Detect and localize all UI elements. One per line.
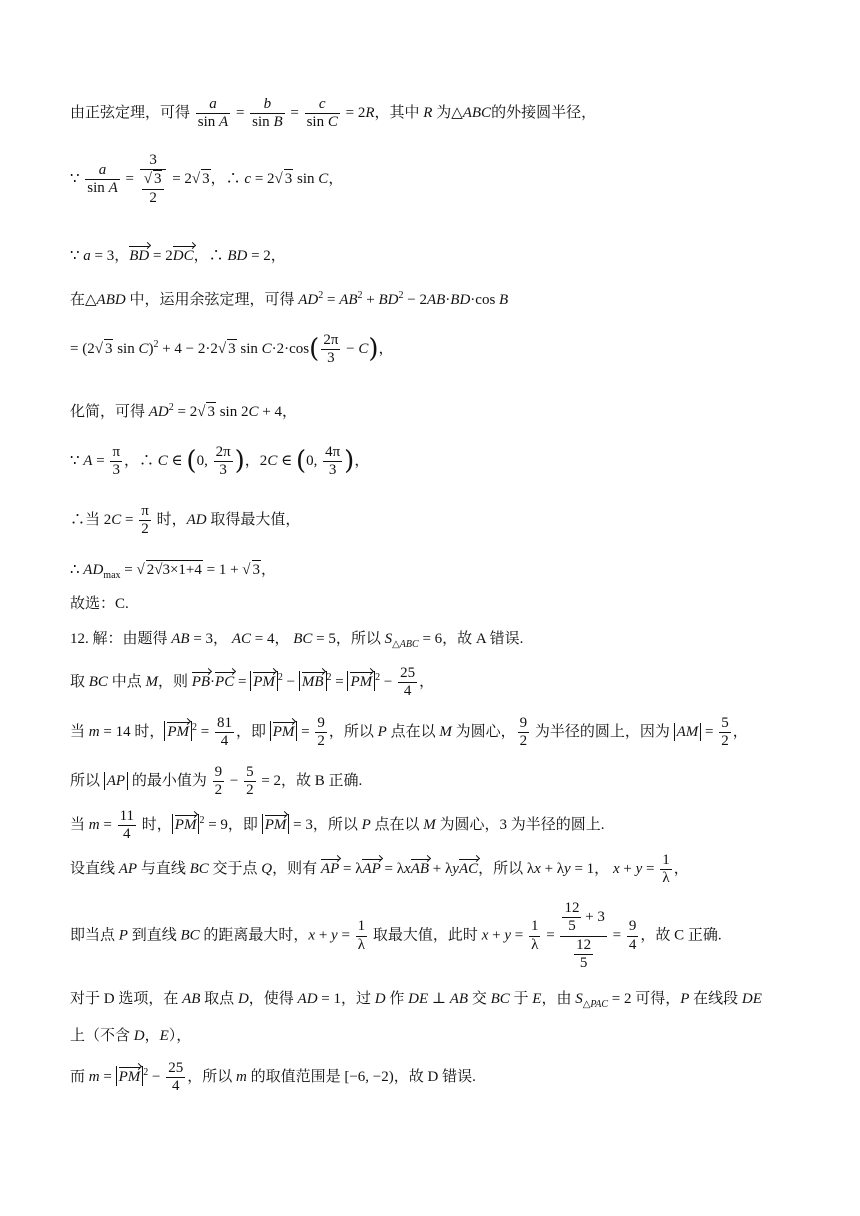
line-14: 所以 AP 的最小值为 $\frac{9}{2}$ − $\frac{5}{2}$ = 2，故 B 正确. xyxy=(70,764,363,799)
line-2: ∵ $\frac{a}{\text{sin A}}$ = $\frac{3}{\frac{√ 3}{2}}$ = 2√ 3，∴ c = 2√ 3 sin C， xyxy=(70,152,344,206)
line-16: 设直线 AP 与直线 BC 交于点 Q，则有 AP = λAP = λxAB + λyAC，所以 λx + λy = 1， x + y = $\frac{1}{\lambda}$ ， xyxy=(70,852,689,887)
line-9: ∴ $AD_{max}$ = √ 2√3×1+4 = 1 + √ 3， xyxy=(70,562,277,581)
line-4: 在△ABD 中，运用余弦定理，可得 $AD^2 = AB^2 + BD^2 - 2AB\cdot BD\cdot\cos$ B xyxy=(70,290,509,308)
line-7: ∵ A = $\frac{\pi}{3}$ ，∴ C ∈ (0, $\frac{2\pi}{3}$ )，2C ∈ (0, $\frac{4\pi}{3}$ )， xyxy=(70,444,370,479)
line-1: 由正弦定理，可得 $\frac{a}{\text{sin A}}$ = $\frac{b}{\text{sin B}}$ = $\frac{c}{\text{sin C}}$ = 2R，其中 R 为△ABC的外接圆半径， xyxy=(70,96,597,131)
line-11: 12. 解：由题得 AB = 3， AC = 4， BC = 5，所以 $S_{\triangle ABC} = 6$，故 A 错误. xyxy=(70,631,524,650)
line-12: 取 BC 中点 M，则 PB·PC = PM $^2$ − MB $^2$ = PM $^2$ − $\frac{25}{4}$ ， xyxy=(70,665,435,700)
line-18: 对于 D 选项，在 AB 取点 D，使得 AD = 1，过 D 作 DE ⊥ AB 交 BC 于 E，由 $S_{\triangle PAC} = 2$ 可得，P 在线段 DE xyxy=(70,991,762,1010)
line-20: 而 m = PM $^2$ − $\frac{25}{4}$ ，所以 m 的取值范围是 [−6, −2)，故 D 错误. xyxy=(70,1060,476,1095)
line-3: ∵ a = 3，BD = 2DC，∴ BD = 2， xyxy=(70,245,800,265)
line-19: 上（不含 D，E）， xyxy=(70,1028,192,1044)
line-15: 当 m = $\frac{11}{4}$ 时， PM $^2$ = 9，即 PM = 3，所以 P 点在以 M 为圆心，3 为半径的圆上. xyxy=(70,808,605,843)
line-10: 故选：C. xyxy=(70,596,129,612)
line-17: 即当点 P 到直线 BC 的距离最大时，x + y = $\frac{1}{\lambda}$ 取最大值，此时 x + y = $\frac{1}{\lambda}$ = $\frac{12}{5}$ + 3 $\frac{12}{5}$ = $\frac{9}{4}$ ，故 C 正确. xyxy=(70,900,722,971)
line-5: = (2√ 3 sin C)$^2$ + 4 − 2·2√ 3 sin C·2·cos( $\frac{2\pi}{3}$ − C)， xyxy=(70,332,394,367)
line-6: 化简，可得 $AD^2 = 2√$ 3 sin 2C + 4， xyxy=(70,402,297,420)
line-13: 当 m = 14 时， PM $^2$ = $\frac{81}{4}$ ，即 PM = $\frac{9}{2}$ ，所以 P 点在以 M 为圆心， $\frac{9}{2}$ 为半径的圆上，因为 AM = $\frac{5}{2}$ ， xyxy=(70,715,748,750)
line-8: ∴当 2C = $\frac{\pi}{2}$ 时，AD 取得最大值， xyxy=(70,503,301,538)
